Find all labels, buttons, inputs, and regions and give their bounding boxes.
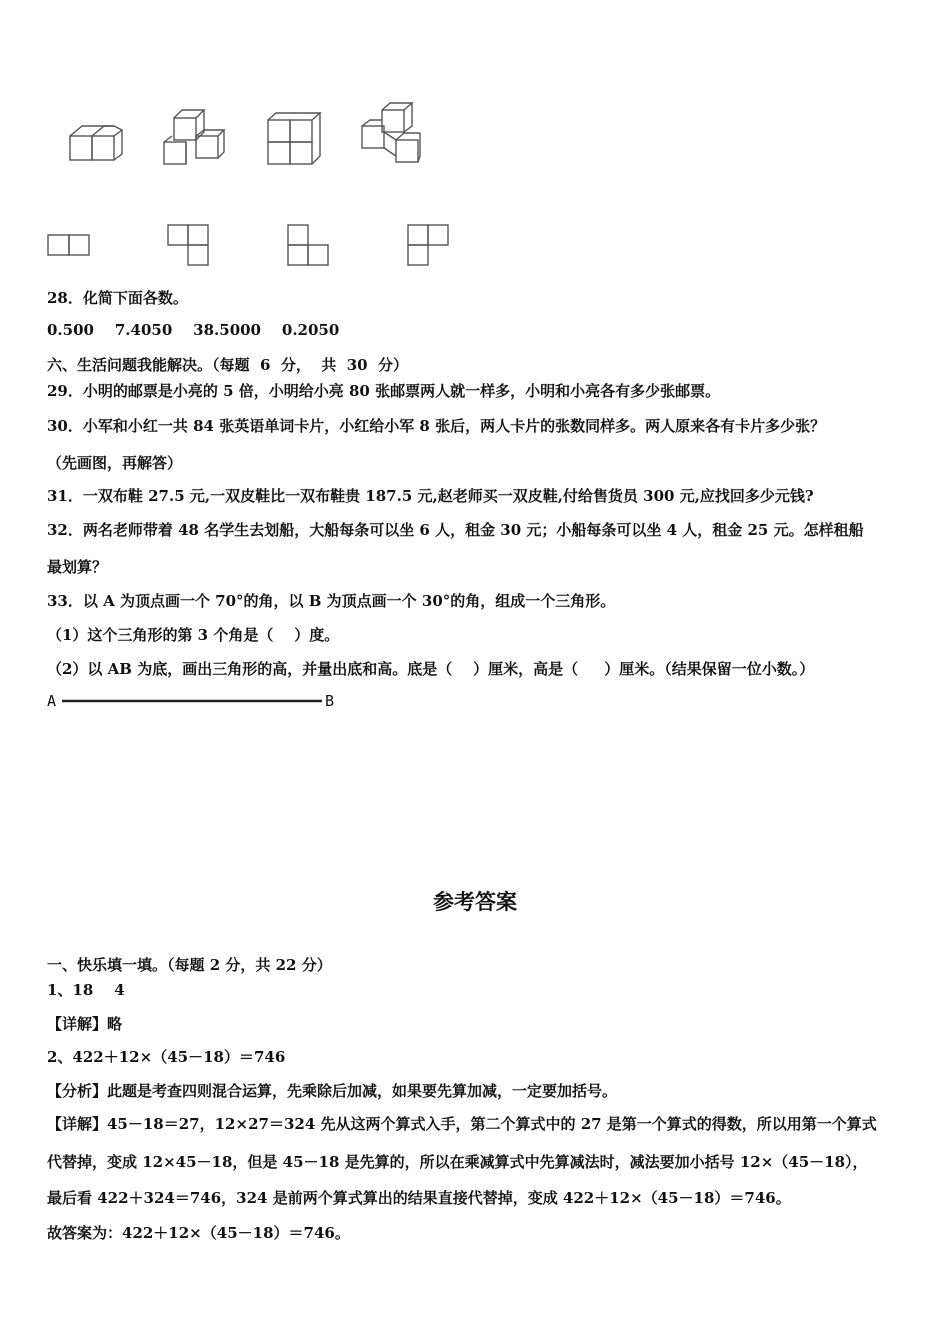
segment-ab xyxy=(62,698,324,704)
answer-2-analysis: 【分析】此题是考查四则混合运算，先乘除后加减，如果要先算加减，一定要加括号。 xyxy=(47,1082,618,1100)
q28-numbers: 0.500 7.4050 38.5000 0.2050 xyxy=(47,321,340,339)
section6-title: 六、生活问题我能解决。（每题 6 分， 共 30 分） xyxy=(47,356,409,374)
answers-section1: 一、快乐填一填。（每题 2 分，共 22 分） xyxy=(47,956,332,974)
answer-1: 1、18 4 xyxy=(47,981,125,999)
answer-2-detail-line1: 【详解】45－18＝27，12×27＝324 先从这两个算式入手，第二个算式中的 27 是第一个算式的得数，所以用第一个算式 xyxy=(47,1115,877,1133)
point-a-label: A xyxy=(47,692,57,710)
q28-title: 28．化简下面各数。 xyxy=(47,289,188,307)
q29-text: 29．小明的邮票是小亮的 5 倍，小明给小亮 80 张邮票两人就一样多，小明和小亮各有多少张邮票。 xyxy=(47,382,721,400)
q30-line2: （先画图，再解答） xyxy=(47,454,183,472)
view-figure-1 xyxy=(47,234,91,258)
answer-2-final: 故答案为：422＋12×（45－18）＝746。 xyxy=(47,1224,350,1242)
answer-2-detail-line3: 最后看 422＋324＝746，324 是前两个算式算出的结果直接代替掉，变成 422＋12×（45－18）＝746。 xyxy=(47,1189,791,1207)
answer-1-detail: 【详解】略 xyxy=(47,1015,123,1033)
q30-line1: 30．小军和小红一共 84 张英语单词卡片，小红给小军 8 张后，两人卡片的张数同样多。两人原来各有卡片多少张？ xyxy=(47,417,826,435)
q33-part1: （1）这个三角形的第 3 个角是（ ）度。 xyxy=(47,626,340,644)
view-figure-4 xyxy=(406,224,452,268)
answers-heading: 参考答案 xyxy=(433,889,517,914)
cube-figure-4 xyxy=(358,100,424,166)
cube-figure-3 xyxy=(264,110,322,166)
view-figure-3 xyxy=(286,224,332,268)
answer-2-detail-line2: 代替掉，变成 12×45－18，但是 45－18 是先算的，所以在乘减算式中先算减法时，减法要加小括号 12×（45－18）， xyxy=(47,1153,868,1171)
view-figure-2 xyxy=(166,224,212,268)
q33-title: 33．以 A 为顶点画一个 70°的角，以 B 为顶点画一个 30°的角，组成一个三角形。 xyxy=(47,592,616,610)
q33-part2: （2）以 AB 为底，画出三角形的高，并量出底和高。底是（ ）厘米，高是（ ）厘米。（结果保留一位小数。） xyxy=(47,660,815,678)
q31-text: 31．一双布鞋 27.5 元,一双皮鞋比一双布鞋贵 187.5 元,赵老师买一双皮鞋,付给售货员 300 元,应找回多少元钱? xyxy=(47,487,814,505)
cube-figure-1 xyxy=(66,118,126,166)
q32-line2: 最划算？ xyxy=(47,558,108,576)
q32-line1: 32．两名老师带着 48 名学生去划船，大船每条可以坐 6 人，租金 30 元；小船每条可以坐 4 人，租金 25 元。怎样租船 xyxy=(47,521,864,539)
answer-2: 2、422＋12×（45－18）＝746 xyxy=(47,1048,286,1066)
cube-figure-2 xyxy=(160,104,226,168)
point-b-label: B xyxy=(325,692,335,710)
